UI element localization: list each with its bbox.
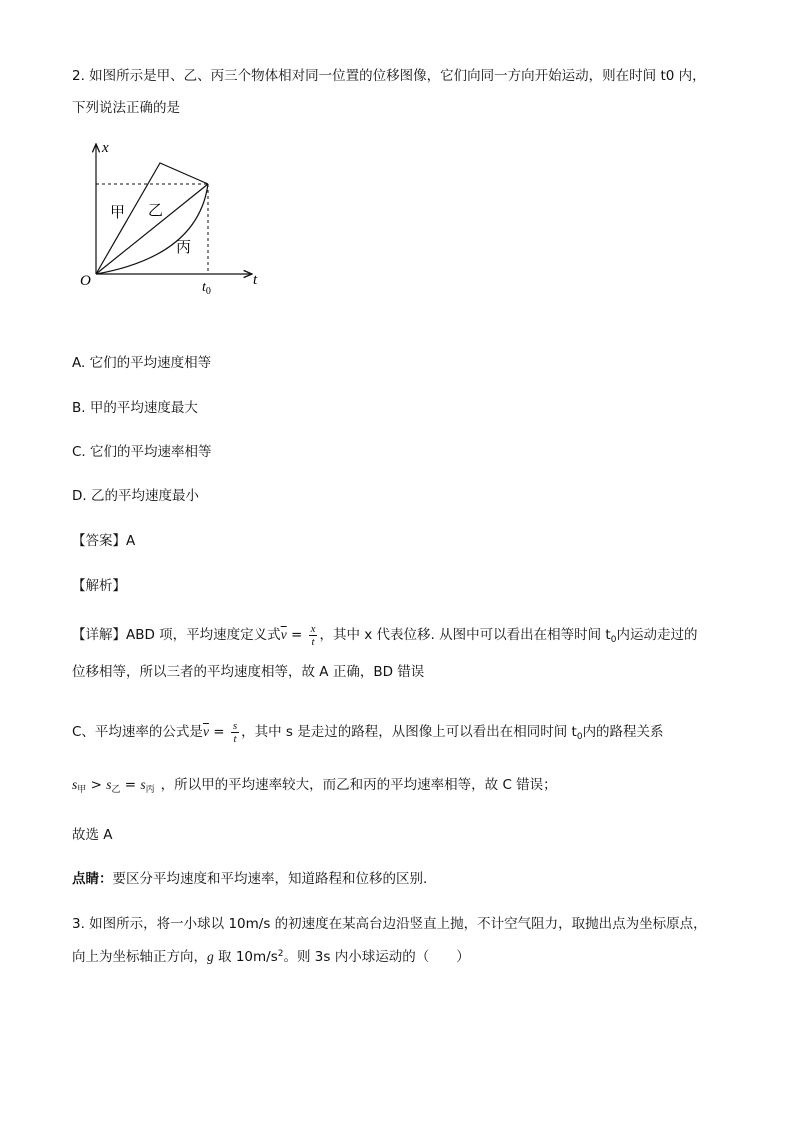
s-symbol: s [106,777,112,792]
label-jia: 甲 [110,203,126,221]
q2-stem-line1: 2. 如图所示是甲、乙、丙三个物体相对同一位置的位移图像，它们向同一方向开始运动，则在时间 t0 内， [72,68,706,84]
gt-sign: > [86,777,107,793]
c-text1: C、平均速率的公式是 [72,724,203,740]
v-bar: $\overline{v}$ [202,724,209,739]
s-subscript: 乙 [111,785,121,795]
x-axis-label: t [253,272,258,288]
q3-text-c: 。则 3s 内小球运动的（ ） [283,949,470,965]
detail-text3: 内运动走过的 [616,627,698,643]
t-subscript: 0 [576,732,583,742]
q3-text-a: 向上为坐标轴正方向， [72,949,207,965]
detail-line2: 位移相等，所以三者的平均速度相等，故 A 正确，BD 错误 [72,664,425,680]
displacement-time-graph [76,138,276,298]
equals-sign: = [208,724,229,740]
option-b: B. 甲的平均速度最大 [72,400,198,416]
fraction-numerator: x [310,622,316,635]
analysis-label: 【解析】 [72,578,126,594]
q3-stem-line1: 3. 如图所示，将一小球以 10m/s 的初速度在某高台边沿竖直上抛，不计空气阻力，取抛出点为坐标原点， [72,916,707,932]
fraction-denominator: t [311,635,315,648]
c-text3: 内的路程关系 [582,724,664,740]
fraction-numerator: s [232,719,238,732]
detail-tag: 【详解】 [72,627,126,643]
v-bar: $\overline{v}$ [280,627,287,642]
answer-value: A [126,533,136,549]
y-axis-label: x [102,140,109,156]
curve-yi [96,184,208,274]
tip-label: 点睛： [72,871,113,887]
label-bing: 丙 [176,238,192,256]
relation-line [72,775,557,800]
origin-label: O [80,273,91,289]
q2-stem-line2: 下列说法正确的是 [72,100,180,116]
relation-text: ，所以甲的平均速率较大，而乙和丙的平均速率相等，故 C 错误； [160,777,557,793]
fraction-s-over-t [231,720,239,745]
c-text2: ，其中 s 是走过的路程，从图像上可以看出在相同时间 t [241,724,577,740]
s-subscript: 甲 [77,785,87,795]
option-c: C. 它们的平均速率相等 [72,444,212,460]
c-line [72,719,664,750]
tip-line [72,869,427,889]
superscript-2: 2 [277,949,284,959]
t0-label: $t_0$ [202,280,211,297]
label-yi: 乙 [148,201,164,219]
detail-line1 [72,622,697,653]
t-subscript: 0 [610,635,617,645]
q3-stem-line2 [72,944,470,967]
option-d: D. 乙的平均速度最小 [72,488,199,504]
option-a: A. 它们的平均速度相等 [72,355,212,371]
equals-sign: = [286,627,307,643]
answer-label: 【答案】 [72,533,126,549]
tip-text: 要区分平均速度和平均速率，知道路程和位移的区别. [112,871,428,887]
answer-line [72,531,135,551]
detail-text2: ，其中 x 代表位移. 从图中可以看出在相等时间 t [319,627,611,643]
q3-text-b: 取 10m/s [213,949,278,965]
fraction-denominator: t [233,732,237,745]
detail-text1: ABD 项，平均速度定义式 [126,627,281,643]
g-symbol: g [207,949,214,964]
s-subscript: 丙 [145,785,155,795]
s-symbol: s [72,777,78,792]
s-symbol: s [140,777,146,792]
conclusion: 故选 A [72,827,113,843]
equals-sign: = [120,777,141,793]
fraction-x-over-t [309,623,318,648]
